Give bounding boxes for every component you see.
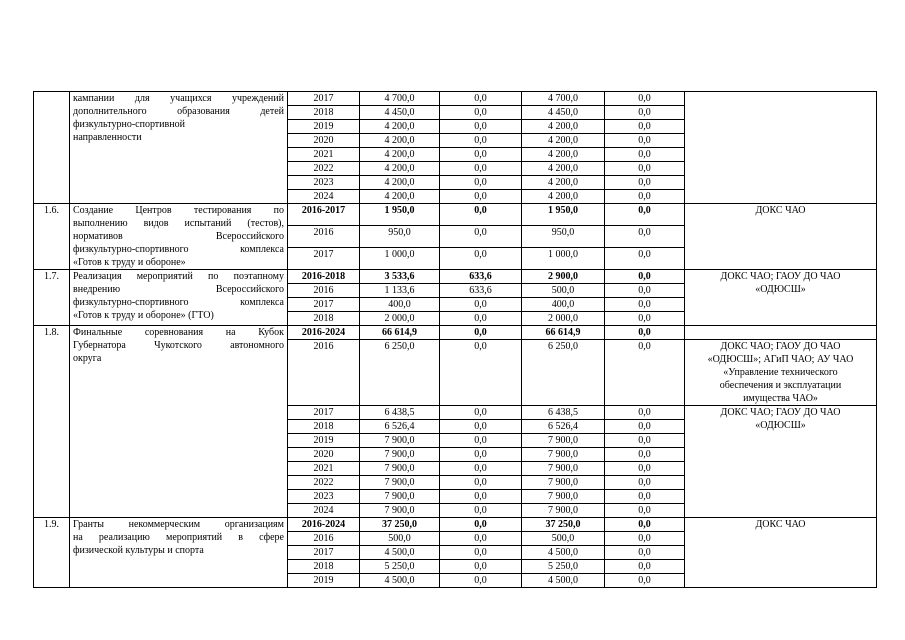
year-cell: 2016-2024: [288, 518, 360, 532]
text-line: «ОДЮСШ»: [755, 284, 806, 295]
total-cell: 1 950,0: [360, 204, 440, 226]
total-cell: 7 900,0: [360, 462, 440, 476]
total-cell: 4 200,0: [360, 148, 440, 162]
total-cell: 500,0: [360, 532, 440, 546]
federal-cell: 0,0: [440, 120, 522, 134]
other-cell: 0,0: [605, 340, 685, 406]
other-cell: 0,0: [605, 148, 685, 162]
district-cell: 4 200,0: [522, 162, 605, 176]
text-line: «Управление технического: [723, 367, 838, 378]
federal-cell: 0,0: [440, 340, 522, 406]
year-cell: 2019: [288, 574, 360, 588]
other-cell: 0,0: [605, 504, 685, 518]
year-cell: 2016: [288, 284, 360, 298]
total-cell: 950,0: [360, 226, 440, 248]
other-cell: 0,0: [605, 434, 685, 448]
other-cell: 0,0: [605, 448, 685, 462]
district-cell: 6 526,4: [522, 420, 605, 434]
item-description-cell: [70, 326, 288, 518]
year-cell: 2017: [288, 406, 360, 420]
year-cell: 2024: [288, 504, 360, 518]
total-cell: 7 900,0: [360, 490, 440, 504]
year-cell: 2024: [288, 190, 360, 204]
year-cell: 2016-2024: [288, 326, 360, 340]
other-cell: 0,0: [605, 560, 685, 574]
year-cell: 2023: [288, 490, 360, 504]
year-cell: 2019: [288, 120, 360, 134]
year-cell: 2016: [288, 226, 360, 248]
total-cell: 1 000,0: [360, 248, 440, 270]
other-cell: 0,0: [605, 204, 685, 226]
total-cell: 4 500,0: [360, 574, 440, 588]
text-line: выполнению видов испытаний (тестов),: [73, 218, 284, 229]
other-cell: 0,0: [605, 574, 685, 588]
district-cell: 37 250,0: [522, 518, 605, 532]
text-line: «Готов к труду и обороне» (ГТО): [73, 310, 214, 321]
total-cell: 5 250,0: [360, 560, 440, 574]
federal-cell: 0,0: [440, 162, 522, 176]
year-cell: 2023: [288, 176, 360, 190]
total-cell: 4 450,0: [360, 106, 440, 120]
total-cell: 2 000,0: [360, 312, 440, 326]
text-line: Губернатора Чукотского автономного: [73, 340, 284, 351]
text-line: «ОДЮСШ»: [755, 420, 806, 431]
federal-cell: 0,0: [440, 462, 522, 476]
federal-cell: 0,0: [440, 406, 522, 420]
text-line: ДОКС ЧАО; ГАОУ ДО ЧАО: [720, 271, 841, 282]
total-cell: 6 526,4: [360, 420, 440, 434]
federal-cell: 0,0: [440, 532, 522, 546]
item-number-cell: 1.9.: [34, 518, 70, 588]
executor-cell: ДОКС ЧАО: [685, 518, 877, 588]
total-cell: 4 200,0: [360, 162, 440, 176]
year-cell: 2016-2017: [288, 204, 360, 226]
text-line: нормативов Всероссийского: [73, 231, 284, 242]
district-cell: 4 500,0: [522, 546, 605, 560]
district-cell: 7 900,0: [522, 434, 605, 448]
item-number-cell: [34, 92, 70, 204]
district-cell: 5 250,0: [522, 560, 605, 574]
district-cell: 950,0: [522, 226, 605, 248]
year-cell: 2018: [288, 312, 360, 326]
federal-cell: 0,0: [440, 560, 522, 574]
year-cell: 2018: [288, 106, 360, 120]
district-cell: 6 438,5: [522, 406, 605, 420]
federal-cell: 0,0: [440, 176, 522, 190]
other-cell: 0,0: [605, 176, 685, 190]
text-line: физкультурно-спортивного комплекса: [73, 297, 284, 308]
table-body: [34, 92, 877, 588]
other-cell: 0,0: [605, 518, 685, 532]
district-cell: 2 900,0: [522, 270, 605, 284]
federal-cell: 0,0: [440, 204, 522, 226]
total-cell: 7 900,0: [360, 504, 440, 518]
item-description-cell: [70, 518, 288, 588]
total-cell: 4 700,0: [360, 92, 440, 106]
year-cell: 2022: [288, 476, 360, 490]
federal-cell: 0,0: [440, 434, 522, 448]
other-cell: 0,0: [605, 120, 685, 134]
text-line: обеспечения и эксплуатации: [719, 380, 842, 391]
item-number-cell: 1.6.: [34, 204, 70, 270]
federal-cell: 0,0: [440, 574, 522, 588]
year-cell: 2016: [288, 532, 360, 546]
executor-cell: [685, 326, 877, 340]
district-cell: 4 500,0: [522, 574, 605, 588]
text-line: физкультурно-спортивного комплекса: [73, 244, 284, 255]
program-measures-table: [33, 91, 877, 588]
federal-cell: 0,0: [440, 106, 522, 120]
other-cell: 0,0: [605, 226, 685, 248]
year-cell: 2016: [288, 340, 360, 406]
total-cell: 7 900,0: [360, 448, 440, 462]
text-line: ДОКС ЧАО; ГАОУ ДО ЧАО: [720, 407, 841, 418]
table-row: [34, 326, 877, 340]
other-cell: 0,0: [605, 162, 685, 176]
text-line: кампании для учащихся учреждений: [73, 93, 284, 104]
text-line: направленности: [73, 132, 142, 143]
total-cell: 3 533,6: [360, 270, 440, 284]
federal-cell: 0,0: [440, 476, 522, 490]
total-cell: 6 438,5: [360, 406, 440, 420]
year-cell: 2020: [288, 134, 360, 148]
federal-cell: 0,0: [440, 226, 522, 248]
executor-cell: [685, 340, 877, 406]
year-cell: 2017: [288, 298, 360, 312]
other-cell: 0,0: [605, 462, 685, 476]
text-line: физкультурно-спортивной: [73, 119, 185, 130]
district-cell: 4 450,0: [522, 106, 605, 120]
other-cell: 0,0: [605, 420, 685, 434]
federal-cell: 633,6: [440, 270, 522, 284]
district-cell: 4 200,0: [522, 190, 605, 204]
district-cell: 6 250,0: [522, 340, 605, 406]
total-cell: 4 200,0: [360, 120, 440, 134]
executor-cell: [685, 92, 877, 204]
total-cell: 4 200,0: [360, 176, 440, 190]
other-cell: 0,0: [605, 284, 685, 298]
text-line: дополнительного образования детей: [73, 106, 284, 117]
executor-cell: ДОКС ЧАО: [685, 204, 877, 270]
federal-cell: 0,0: [440, 504, 522, 518]
other-cell: 0,0: [605, 106, 685, 120]
program-table-page: [33, 91, 877, 588]
item-description-cell: [70, 92, 288, 204]
other-cell: 0,0: [605, 476, 685, 490]
district-cell: 7 900,0: [522, 448, 605, 462]
district-cell: 66 614,9: [522, 326, 605, 340]
federal-cell: 0,0: [440, 518, 522, 532]
text-line: физической культуры и спорта: [73, 545, 204, 556]
text-line: Финальные соревнования на Кубок: [73, 327, 284, 338]
district-cell: 1 000,0: [522, 248, 605, 270]
district-cell: 1 950,0: [522, 204, 605, 226]
federal-cell: 0,0: [440, 298, 522, 312]
federal-cell: 0,0: [440, 546, 522, 560]
federal-cell: 0,0: [440, 190, 522, 204]
total-cell: 7 900,0: [360, 476, 440, 490]
year-cell: 2017: [288, 248, 360, 270]
item-number-cell: 1.7.: [34, 270, 70, 326]
total-cell: 400,0: [360, 298, 440, 312]
district-cell: 400,0: [522, 298, 605, 312]
table-row: [34, 92, 877, 106]
item-description-cell: [70, 204, 288, 270]
other-cell: 0,0: [605, 532, 685, 546]
other-cell: 0,0: [605, 406, 685, 420]
total-cell: 1 133,6: [360, 284, 440, 298]
district-cell: 7 900,0: [522, 476, 605, 490]
total-cell: 66 614,9: [360, 326, 440, 340]
federal-cell: 0,0: [440, 490, 522, 504]
district-cell: 7 900,0: [522, 462, 605, 476]
federal-cell: 0,0: [440, 134, 522, 148]
year-cell: 2018: [288, 560, 360, 574]
total-cell: 4 200,0: [360, 190, 440, 204]
district-cell: 7 900,0: [522, 490, 605, 504]
district-cell: 500,0: [522, 532, 605, 546]
year-cell: 2017: [288, 92, 360, 106]
text-line: Создание Центров тестирования по: [73, 205, 284, 216]
federal-cell: 0,0: [440, 92, 522, 106]
year-cell: 2022: [288, 162, 360, 176]
federal-cell: 0,0: [440, 248, 522, 270]
other-cell: 0,0: [605, 546, 685, 560]
district-cell: 4 200,0: [522, 176, 605, 190]
total-cell: 4 200,0: [360, 134, 440, 148]
year-cell: 2020: [288, 448, 360, 462]
district-cell: 4 200,0: [522, 148, 605, 162]
federal-cell: 633,6: [440, 284, 522, 298]
district-cell: 4 200,0: [522, 120, 605, 134]
other-cell: 0,0: [605, 190, 685, 204]
text-line: «Готов к труду и обороне»: [73, 257, 186, 268]
year-cell: 2018: [288, 420, 360, 434]
executor-cell: [685, 406, 877, 518]
district-cell: 7 900,0: [522, 504, 605, 518]
other-cell: 0,0: [605, 134, 685, 148]
other-cell: 0,0: [605, 248, 685, 270]
other-cell: 0,0: [605, 270, 685, 284]
total-cell: 4 500,0: [360, 546, 440, 560]
table-row: [34, 270, 877, 284]
year-cell: 2017: [288, 546, 360, 560]
item-description-cell: [70, 270, 288, 326]
federal-cell: 0,0: [440, 148, 522, 162]
item-number-cell: 1.8.: [34, 326, 70, 518]
other-cell: 0,0: [605, 326, 685, 340]
year-cell: 2016-2018: [288, 270, 360, 284]
district-cell: 500,0: [522, 284, 605, 298]
district-cell: 2 000,0: [522, 312, 605, 326]
federal-cell: 0,0: [440, 312, 522, 326]
other-cell: 0,0: [605, 92, 685, 106]
text-line: округа: [73, 353, 102, 364]
year-cell: 2021: [288, 148, 360, 162]
text-line: имущества ЧАО»: [743, 393, 818, 404]
text-line: «ОДЮСШ»; АГиП ЧАО; АУ ЧАО: [707, 354, 854, 365]
text-line: внедрению Всероссийского: [73, 284, 284, 295]
text-line: Реализация мероприятий по поэтапному: [73, 271, 284, 282]
other-cell: 0,0: [605, 298, 685, 312]
federal-cell: 0,0: [440, 448, 522, 462]
text-line: ДОКС ЧАО; ГАОУ ДО ЧАО: [720, 341, 841, 352]
year-cell: 2021: [288, 462, 360, 476]
district-cell: 4 200,0: [522, 134, 605, 148]
executor-cell: [685, 270, 877, 326]
total-cell: 6 250,0: [360, 340, 440, 406]
year-cell: 2019: [288, 434, 360, 448]
federal-cell: 0,0: [440, 326, 522, 340]
other-cell: 0,0: [605, 312, 685, 326]
text-line: на реализацию мероприятий в сфере: [73, 532, 284, 543]
text-line: Гранты некоммерческим организациям: [73, 519, 284, 530]
total-cell: 7 900,0: [360, 434, 440, 448]
federal-cell: 0,0: [440, 420, 522, 434]
total-cell: 37 250,0: [360, 518, 440, 532]
district-cell: 4 700,0: [522, 92, 605, 106]
table-row: [34, 518, 877, 532]
table-row: [34, 204, 877, 226]
other-cell: 0,0: [605, 490, 685, 504]
